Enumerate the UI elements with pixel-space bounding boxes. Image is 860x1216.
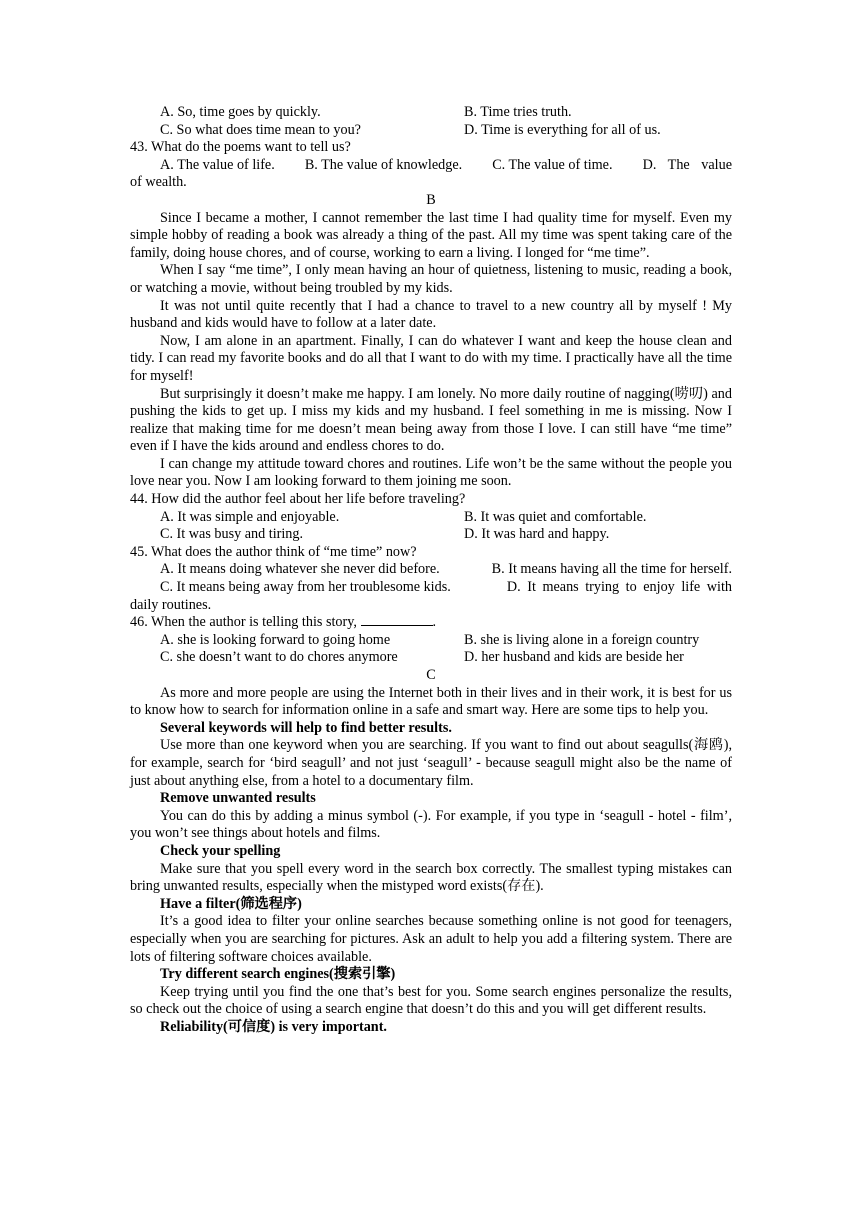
- q46-option-b: B. she is living alone in a foreign country: [464, 631, 700, 648]
- q46-option-d: D. her husband and kids are beside her: [464, 649, 684, 666]
- q45-stem: 45. What does the author think of “me time” now?: [130, 543, 417, 560]
- section-b-paragraph-3: It was not until quite recently that I had a chance to travel to a new country all by myself ! My husband and kids would have to follow at a later date.: [130, 297, 732, 332]
- q42-option-c: C. So what does time mean to you?: [160, 121, 361, 138]
- tip-text-4: It’s a good idea to filter your online searches because something online is not good for teenagers, especially when you are searching for pictures. Ask an adult to help you add a filtering system. There are lots of filtering software choices available.: [130, 913, 732, 965]
- tip-heading-4: [130, 896, 732, 914]
- q46-option-a: A. she is looking forward to going home: [160, 631, 391, 648]
- tip-heading-6: [130, 1019, 732, 1037]
- q45-options-row-1: [130, 561, 732, 579]
- q46-stem-end: .: [432, 614, 437, 631]
- tip-heading-6-text: Reliability(可信度) is very important.: [160, 1018, 387, 1035]
- tip-heading-5-text: Try different search engines(搜索引擎): [160, 966, 396, 983]
- q44-option-d: D. It was hard and happy.: [464, 526, 610, 543]
- tip-heading-5: [130, 966, 732, 984]
- q44-option-b: B. It was quiet and comfortable.: [464, 508, 647, 525]
- q45-options-row-2: [130, 579, 732, 597]
- q42-option-d: D. Time is everything for all of us.: [464, 121, 661, 138]
- section-b-paragraph-2: When I say “me time”, I only mean having an hour of quietness, listening to music, reading a book, or watching a movie, without being troubled by my kids.: [130, 262, 732, 296]
- q43-option-c: C. The value of time.: [492, 156, 613, 173]
- section-c-heading: C: [426, 667, 436, 683]
- q46-options-row-1: [130, 632, 732, 650]
- tip-heading-3-text: Check your spelling: [160, 842, 281, 859]
- tip-heading-4-text: Have a filter(筛选程序): [160, 895, 302, 912]
- section-b-heading: B: [426, 191, 436, 208]
- tip-heading-3: [130, 843, 732, 861]
- tip-heading-1-text: Several keywords will help to find better results.: [160, 719, 452, 736]
- q45-option-a: A. It means doing whatever she never did before.: [160, 561, 440, 578]
- q42-options-row-2: [130, 122, 732, 140]
- q44-options-row-1: [130, 509, 732, 527]
- q44-option-c: C. It was busy and tiring.: [160, 526, 304, 543]
- document-page: [130, 104, 732, 1036]
- tip-heading-2: [130, 790, 732, 808]
- q46-stem: [130, 614, 732, 632]
- tip-heading-2-text: Remove unwanted results: [160, 790, 316, 807]
- tip-heading-1: [130, 720, 732, 738]
- q44-options-row-2: [130, 526, 732, 544]
- q44-stem: 44. How did the author feel about her life before traveling?: [130, 491, 466, 508]
- q46-options-row-2: [130, 649, 732, 667]
- q45-option-b: B. It means having all the time for herself.: [491, 561, 732, 578]
- tip-text-3: Make sure that you spell every word in the search box correctly. The smallest typing mistakes can bring unwanted results, especially when the mistyped word exists(存在).: [130, 860, 732, 895]
- section-b-paragraph-4: Now, I am alone in an apartment. Finally, I can do whatever I want and keep the house clean and tidy. I can read my favorite books and do all that I want to do with my time. I practically have all the time for myself!: [130, 332, 732, 384]
- q45-option-d-continued: daily routines.: [130, 596, 212, 613]
- section-b-paragraph-6: I can change my attitude toward chores and routines. Life won’t be the same without the people you love near you. Now I am looking forward to them joining me soon.: [130, 455, 732, 490]
- q44-option-a: A. It was simple and enjoyable.: [160, 508, 340, 525]
- q46-option-c: C. she doesn’t want to do chores anymore: [160, 649, 398, 666]
- tip-text-5: Keep trying until you find the one that’s best for you. Some search engines personalize the results, so check out the choice of using a search engine that doesn’t do this and you will get different results.: [130, 983, 732, 1018]
- q45-option-d: D. It means trying to enjoy life with: [506, 579, 732, 596]
- section-b-paragraph-1: Since I became a mother, I cannot remember the last time I had quality time for myself. Even my simple hobby of reading a book was already a thing of the past. All my time was spent taking care of the family, doing house chores, and of course, working to earn a living. I longed for “me time”.: [130, 209, 732, 261]
- q43-options-row: [130, 157, 732, 175]
- q45-option-c: C. It means being away from her troublesome kids.: [160, 579, 451, 596]
- q42-option-a: A. So, time goes by quickly.: [160, 104, 321, 120]
- q46-stem-text: 46. When the author is telling this story,: [130, 614, 357, 631]
- q43-option-d: D. The value: [642, 156, 732, 173]
- tip-text-2: You can do this by adding a minus symbol (-). For example, if you type in ‘seagull - hotel - film’, you won’t see things about hotels and films.: [130, 807, 732, 842]
- section-b-paragraph-5: But surprisingly it doesn’t make me happy. I am lonely. No more daily routine of nagging(唠叨) and pushing the kids to get up. I miss my kids and my husband. I feel something in me is missing. Now I realize that making time for me doesn’t mean being away from those I love. I can still have “me time” even if I have the kids around and endless chores to do.: [130, 385, 732, 455]
- q42-option-b: B. Time tries truth.: [464, 104, 572, 120]
- section-c-intro: As more and more people are using the Internet both in their lives and in their work, it is best for us to know how to search for information online in a safe and smart way. Here are some tips to help you.: [130, 684, 732, 719]
- tip-text-1: Use more than one keyword when you are searching. If you want to find out about seagulls(海鸥), for example, search for ‘bird seagull’ and not just ‘seagull’ - because seagull might also be the name of just about anything else, from a hotel to a documentary film.: [130, 737, 732, 789]
- q43-option-b: B. The value of knowledge.: [304, 156, 463, 173]
- answer-blank: [361, 614, 433, 626]
- q43-option-d-continued: of wealth.: [130, 174, 187, 191]
- q43-option-a: A. The value of life.: [160, 156, 275, 173]
- q43-stem: 43. What do the poems want to tell us?: [130, 139, 351, 156]
- q42-options-row-1: [130, 104, 732, 122]
